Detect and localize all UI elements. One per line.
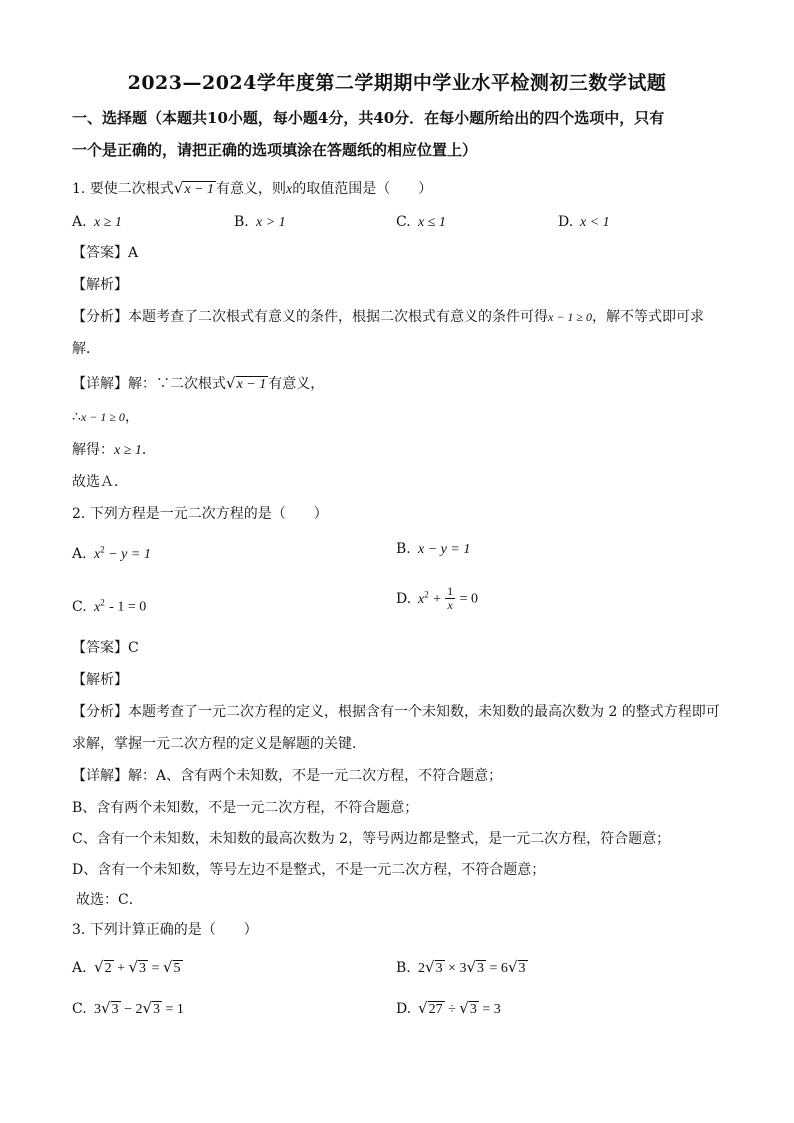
q3-stem: 3. 下列计算正确的是（ ） [72, 922, 258, 938]
q2-option-d-tail: = 0 [459, 591, 479, 607]
q3-option-c-math: 3√3 − 2√3 = 1 [94, 999, 184, 1017]
radical-sign-icon: √ [226, 374, 236, 392]
q2-analysis-line2: 求解，掌握一元二次方程的定义是解题的关键． [72, 736, 366, 752]
q2-option-b-label: B. [396, 541, 411, 557]
q2-answer: 【答案】C [72, 640, 139, 656]
q2-analysis-heading: 【解析】 [72, 672, 128, 688]
q1-stem-post: 的取值范围是（ ） [292, 181, 433, 197]
q1-stem-pre: 1. 要使二次根式 [72, 181, 174, 197]
q1-analysis-b: ，解不等式即可求 [592, 309, 705, 325]
q2-option-c-label: C. [72, 598, 87, 615]
q2-option-b-math: x − y = 1 [418, 542, 471, 557]
q1-option-a-label: A. [72, 214, 87, 230]
q1-option-b-text: x > 1 [256, 215, 286, 230]
q2-option-c-tail: - 1 = 0 [109, 599, 147, 615]
q1-stem-var: x [286, 182, 293, 197]
q1-option-b-label: B. [234, 214, 249, 230]
q3-option-a-label: A. [72, 960, 87, 976]
q2-option-d-num: 1 [447, 584, 454, 599]
q2-option-d-fraction [445, 585, 455, 612]
q1-analysis-a: 【分析】本题考查了二次根式有意义的条件，根据二次根式有意义的条件可得 [72, 309, 548, 325]
q1-option-d-label: D. [558, 214, 574, 230]
q1-step2-b: ． [141, 442, 156, 458]
q1-step2-a: 解得： [72, 442, 114, 458]
q1-conclusion: 故选Ａ． [72, 474, 128, 490]
q1-analysis-line1 [72, 307, 704, 327]
q1-option-a-text: x ≥ 1 [94, 215, 122, 230]
q1-option-c-label: C. [396, 214, 411, 230]
q1-option-d-text: x < 1 [580, 215, 610, 230]
q2-option-c-math: $x^2$ [94, 597, 105, 615]
q2-detail-line1: 【详解】解：A、含有两个未知数，不是一元二次方程，不符合题意； [72, 768, 503, 784]
q1-detail-b: 有意义， [268, 376, 325, 392]
q1-step1-b: ， [124, 409, 139, 425]
q2-detail-line3: C、含有一个未知数，未知数的最高次数为 2，等号两边都是整式，是一元二次方程，符合题意； [72, 831, 671, 847]
page-title: 2023—2024学年度第二学期期中学业水平检测初三数学试题 [127, 72, 667, 94]
q1-detail-line1 [72, 373, 324, 394]
q2-detail-line4: D、含有一个未知数，等号左边不是整式，不是一元二次方程，不符合题意； [72, 862, 546, 878]
q1-option-a[interactable] [72, 212, 122, 233]
q2-option-d-x2: $x^2$ + [418, 589, 446, 607]
q1-analysis-heading: 【解析】 [72, 277, 128, 293]
q3-option-b-label: B. [396, 960, 411, 976]
q1-step2-math: x ≥ 1 [114, 443, 142, 458]
q3-option-c-label: C. [72, 1001, 87, 1017]
section-heading-line1: 一、选择题（本题共10小题，每小题4分，共40分．在每小题所给出的四个选项中，只有 [72, 109, 665, 127]
q1-analysis-line2: 解． [72, 341, 100, 357]
q2-conclusion: 故选：C． [76, 892, 143, 908]
q1-step1-a: ∴ [72, 409, 81, 425]
q1-detail-step1 [72, 407, 139, 427]
q3-option-c[interactable] [72, 998, 184, 1020]
q3-option-d-math: √27 ÷ √3 = 3 [418, 999, 501, 1017]
q1-detail-step2 [72, 440, 156, 461]
q3-option-b[interactable] [396, 957, 528, 979]
q3-option-d[interactable] [396, 998, 501, 1020]
q2-option-d-den: x [447, 598, 453, 613]
q1-detail-a: 【详解】解：∵二次根式 [72, 376, 226, 392]
q1-option-c-text: x ≤ 1 [418, 215, 446, 230]
q1-option-b[interactable] [234, 212, 286, 233]
q3-option-a[interactable] [72, 957, 183, 979]
q2-option-a-label: A. [72, 545, 87, 562]
q2-option-a[interactable] [72, 539, 151, 565]
q1-step1-math: x − 1 ≥ 0 [80, 410, 125, 424]
q1-option-d[interactable] [558, 212, 610, 233]
q2-stem: 2. 下列方程是一元二次方程的是（ ） [72, 506, 328, 522]
q1-detail-radicand: x − 1 [236, 377, 267, 392]
q3-option-d-label: D. [396, 1001, 412, 1017]
q1-answer: 【答案】A [72, 245, 139, 261]
q2-option-c[interactable] [72, 592, 146, 618]
radical-sign-icon: √ [173, 179, 184, 197]
q1-analysis-math: x − 1 ≥ 0 [548, 310, 593, 324]
q2-option-a-math: $x^2 - y = 1$ [94, 544, 151, 562]
q1-option-c[interactable] [396, 212, 446, 233]
q2-detail-line2: B、含有两个未知数，不是一元二次方程，不符合题意； [72, 800, 419, 816]
q1-stem-radicand: x − 1 [184, 182, 215, 197]
q3-option-a-math: √2 + √3 = √5 [94, 958, 181, 976]
q1-stem-mid: 有意义，则 [216, 181, 287, 197]
q2-option-d[interactable] [396, 584, 478, 612]
q1-stem [72, 178, 432, 200]
section-heading-line2: 一个是正确的，请把正确的选项填涂在答题纸的相应位置上） [72, 141, 478, 159]
q3-option-b-math: 2√3 × 3√3 = 6√3 [418, 958, 526, 976]
q2-option-b[interactable] [396, 539, 470, 560]
q2-analysis-line1: 【分析】本题考查了一元二次方程的定义，根据含有一个未知数，未知数的最高次数为 2 的整式方程即可 [72, 704, 720, 720]
q2-option-d-label: D. [396, 590, 412, 607]
